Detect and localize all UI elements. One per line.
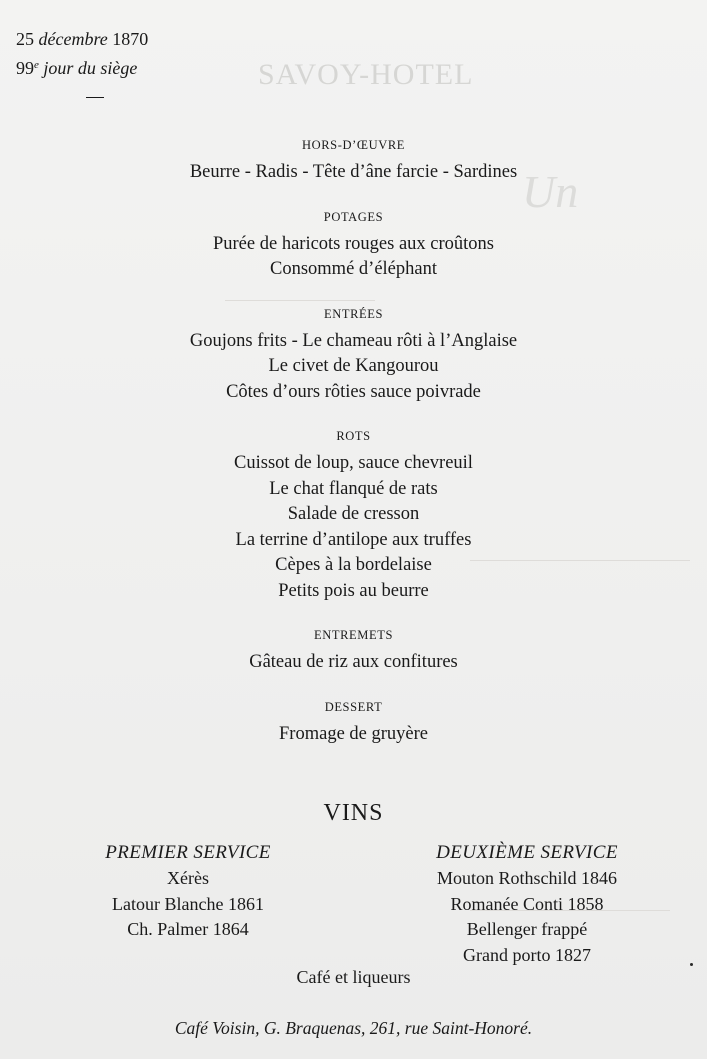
menu-item: Cèpes à la bordelaise xyxy=(275,555,432,575)
wines-title: VINS xyxy=(323,800,384,826)
menu-item: Cuissot de loup, sauce chevreuil xyxy=(234,453,473,473)
section-gap xyxy=(0,186,707,200)
menu-item: Le civet de Kangourou xyxy=(268,356,439,376)
bleed-through-text: SAVOY-HOTEL xyxy=(258,58,474,91)
section-gap xyxy=(0,676,707,690)
siege-day-text: jour du siège xyxy=(43,58,138,78)
section-gap xyxy=(0,405,707,419)
wine-item: Bellenger frappé xyxy=(466,919,588,939)
service-title: DEUXIÈME SERVICE xyxy=(436,842,618,863)
menu-item: Fromage de gruyère xyxy=(279,723,428,744)
divider xyxy=(86,97,104,98)
siege-day-number: 99 xyxy=(16,58,34,78)
menu-item: Purée de haricots rouges aux croûtons xyxy=(212,233,494,254)
menu-item: Goujons frits - Le chameau rôti à l’Anglaise xyxy=(189,330,518,351)
menu-item: La terrine d’antilope aux truffes xyxy=(235,529,472,550)
menu-date xyxy=(16,26,148,52)
section-title: ENTRÉES xyxy=(323,306,384,321)
section-title: HORS-D’ŒUVRE xyxy=(301,138,406,152)
siege-day-suffix: e xyxy=(34,59,39,71)
wine-item: Grand porto 1827 xyxy=(463,944,591,965)
wine-item: Romanée Conti 1858 xyxy=(450,893,604,914)
menu-courses xyxy=(0,128,707,747)
wine-item: Latour Blanche 1861 xyxy=(112,893,264,914)
menu-item: Petits pois au beurre xyxy=(278,580,429,601)
menu-item: Côtes d’ours rôties sauce poivrade xyxy=(226,381,481,402)
section-gap xyxy=(0,604,707,618)
service-title: PREMIER SERVICE xyxy=(105,842,271,863)
section-title: DESSERT xyxy=(324,699,383,714)
wine-item: Ch. Palmer 1864 xyxy=(127,919,249,939)
bleed-through-text: Un xyxy=(522,166,579,217)
section-title: POTAGES xyxy=(323,209,384,224)
wine-item: Mouton Rothschild 1846 xyxy=(436,868,617,888)
menu-item: Le chat flanqué de rats xyxy=(269,478,438,499)
section-title: ENTREMETS xyxy=(313,628,393,642)
restaurant-footer: Café Voisin, G. Braquenas, 261, rue Saint-Honoré. xyxy=(174,1018,533,1038)
siege-day xyxy=(16,52,148,81)
section-gap xyxy=(0,283,707,297)
section-title: ROTS xyxy=(336,429,371,443)
date-day: 25 xyxy=(16,29,34,49)
menu-item: Consommé d’éléphant xyxy=(270,259,437,279)
menu-item: Beurre - Radis - Tête d’âne farcie - Sardines xyxy=(189,162,518,182)
date-month: décembre xyxy=(38,29,108,49)
menu-item: Salade de cresson xyxy=(287,504,420,524)
wine-item: Xérès xyxy=(167,868,209,888)
menu-item: Gâteau de riz aux confitures xyxy=(249,652,458,672)
premier-service xyxy=(72,840,304,943)
deuxieme-service xyxy=(406,840,648,968)
date-year: 1870 xyxy=(112,29,149,49)
ink-speck xyxy=(690,963,693,966)
cafe-line: Café et liqueurs xyxy=(296,967,411,987)
page-header xyxy=(16,26,148,98)
